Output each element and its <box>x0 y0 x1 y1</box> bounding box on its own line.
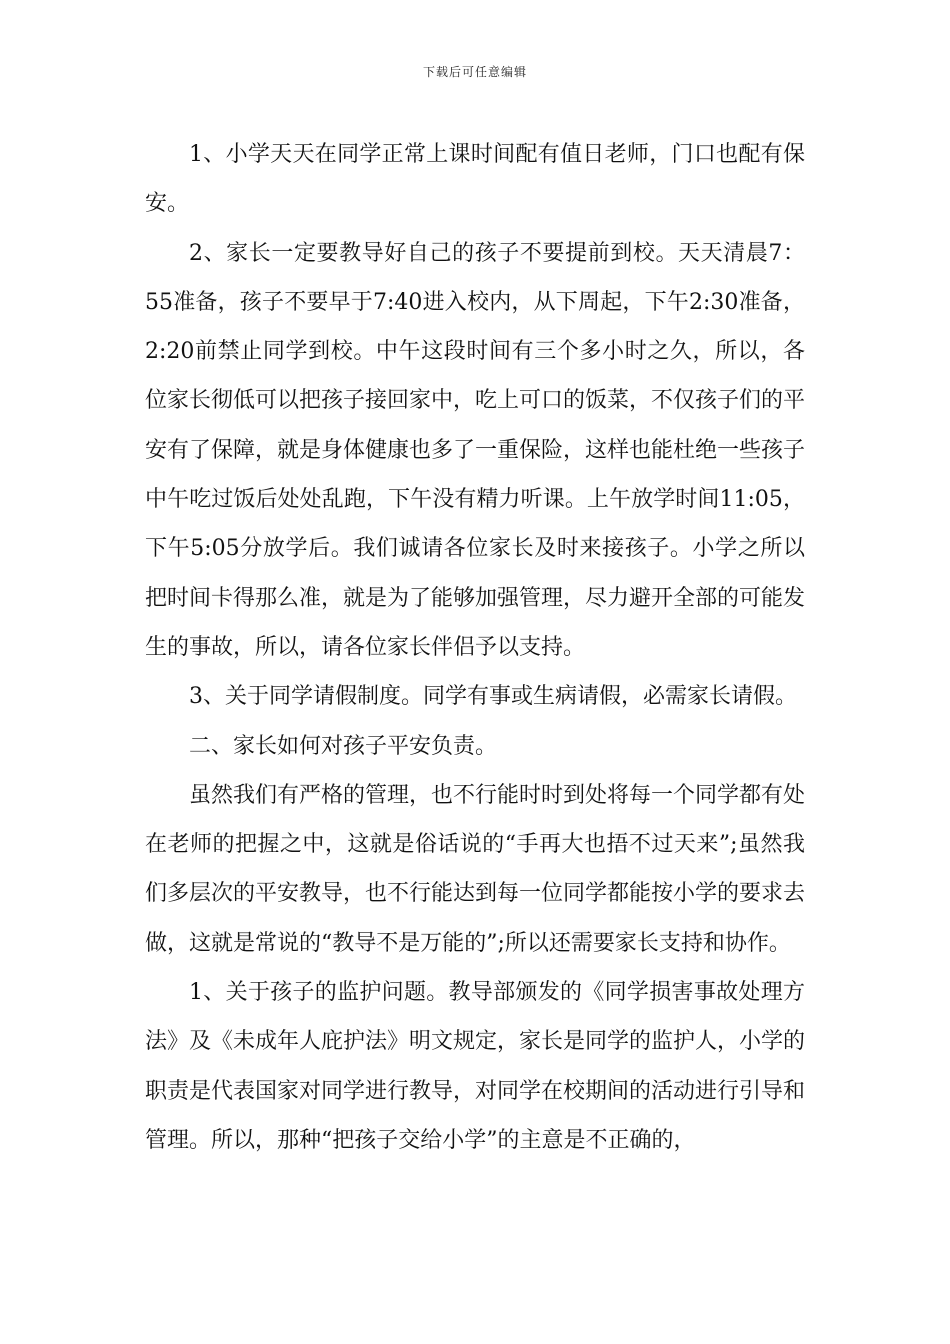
paragraph: 2、家长一定要教导好自己的孩子不要提前到校。天天清晨7：55准备，孩子不要早于7:40进入校内，从下周起，下午2:30准备，2:20前禁止同学到校。中午这段时间有三个多小时之久，所以，各位家长彻低可以把孩子接回家中，吃上可口的饭菜，不仅孩子们的平安有了保障，就是身体健康也多了一重保险，这样也能杜绝一些孩子中午吃过饭后处处乱跑，下午没有精力听课。上午放学时间11:05，下午5:05分放学后。我们诚请各位家长及时来接孩子。小学之所以把时间卡得那么准，就是为了能够加强管理，尽力避开全部的可能发生的事故，所以，请各位家长伴侣予以支持。 <box>145 240 806 660</box>
section-heading: 二、家长如何对孩子平安负责。 <box>189 733 498 759</box>
paragraph: 1、小学天天在同学正常上课时间配有值日老师，门口也配有保安。 <box>145 142 805 217</box>
paragraph: 1、关于孩子的监护问题。教导部颁发的《同学损害事故处理方法》及《未成年人庇护法》明文规定，家长是同学的监护人，小学的职责是代表国家对同学进行教导，对同学在校期间的活动进行引导和管理。所以，那种“把孩子交给小学”的主意是不正确的， <box>145 980 806 1153</box>
page-header: 下载后可任意编辑 <box>422 65 527 79</box>
document-body <box>145 130 805 1165</box>
paragraph: 虽然我们有严格的管理，也不行能时时到处将每一个同学都有处在老师的把握之中，这就是俗话说的“手再大也捂不过天来”;虽然我们多层次的平安教导，也不行能达到每一位同学都能按小学的要求去做，这就是常说的“教导不是万能的”;所以还需要家长支持和协作。 <box>145 782 806 956</box>
paragraph: 3、关于同学请假制度。同学有事或生病请假，必需家长请假。 <box>189 684 797 710</box>
